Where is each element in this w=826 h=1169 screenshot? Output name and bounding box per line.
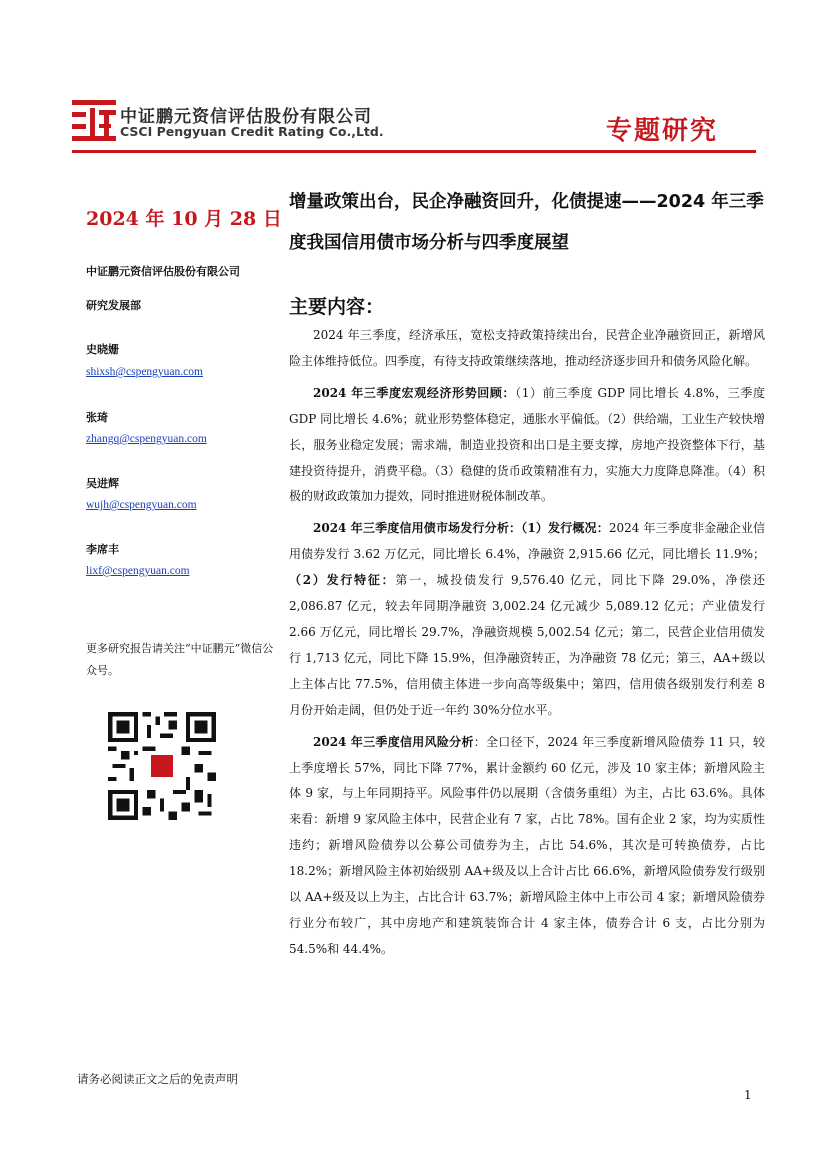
disclaimer-note: 请务必阅读正文之后的免责声明: [77, 1072, 238, 1086]
author-name: 史晓姗: [86, 343, 119, 356]
author-email[interactable]: wujh@cspengyuan.com: [86, 499, 197, 511]
author-name: 张琦: [86, 411, 108, 424]
paragraph: 2024 年三季度信用债市场发行分析：（1）发行概况：2024 年三季度非金融企业信用债券发行 3.62 万亿元，同比增长 6.4%，净融资 2,915.66 亿元，同比增长 11.9%；（2）发行特征：第一，城投债发行 9,576.40 亿元，同比下降 29.0%，净偿还 2,086.87 亿元，较去年同期净融资 3,002.24 亿元减少 5,089.12 亿元；产业债发行 2.66 万亿元，同比增长 29.7%，净融资规模 5,002.54 亿元；第二，民营企业信用债发行 1,713 亿元，同比下降 15.9%，但净融资转正，为净融资 78 亿元；第三，AA+级以上主体占比 77.5%，信用债主体进一步向高等级集中；第四，信用债各级别发行利差 8 月份开始走阔，但仍处于近一年约 30%分位水平。: [289, 521, 765, 717]
author-name: 李席丰: [86, 543, 119, 556]
author-name: 吴进辉: [86, 477, 119, 490]
paragraph: 2024 年三季度宏观经济形势回顾：（1）前三季度 GDP 同比增长 4.8%，三季度 GDP 同比增长 4.6%；就业形势整体稳定，通胀水平偏低。（2）供给端，工业生产较快增长，服务业稳定发展；需求端，制造业投资和出口是主要支撑，房地产投资整体下行，基建投资待提升，消费平稳。（3）稳健的货币政策精准有力，实施大力度降息降准。（4）积极的财政政策加力提效，同时推进财税体制改革。: [289, 385, 765, 504]
company-logo: [72, 100, 116, 142]
company-name-cn: 中证鹏元资信评估股份有限公司: [120, 107, 372, 127]
main-heading: 主要内容：: [289, 296, 385, 318]
page-number: 1: [744, 1088, 752, 1102]
header-divider: [72, 150, 756, 153]
follow-note: 更多研究报告请关注“中证鹏元”微信公众号。: [86, 642, 274, 677]
company-name-en: CSCI Pengyuan Credit Rating Co.,Ltd.: [120, 124, 384, 139]
qr-code[interactable]: [108, 712, 216, 820]
report-date: 2024 年 10 月 28 日: [86, 208, 282, 230]
section-tag: 专题研究: [606, 116, 719, 146]
author-email[interactable]: shixsh@cspengyuan.com: [86, 366, 203, 378]
author-email[interactable]: lixf@cspengyuan.com: [86, 565, 190, 577]
paragraph: 2024 年三季度，经济承压，宽松支持政策持续出台，民营企业净融资回正，新增风险主体维持低位。四季度，有待支持政策继续落地，推动经济逐步回升和债务风险化解。: [289, 328, 765, 368]
author-email[interactable]: zhangq@cspengyuan.com: [86, 433, 207, 445]
report-title: 增量政策出台，民企净融资回升，化债提速——2024 年三季度我国信用债市场分析与四季度展望: [289, 192, 764, 253]
sidebar-org: 中证鹏元资信评估股份有限公司: [86, 265, 240, 278]
sidebar-dept: 研究发展部: [86, 299, 141, 312]
paragraph: 2024 年三季度信用风险分析：全口径下，2024 年三季度新增风险债券 11 只，较上季度增长 57%，同比下降 77%，累计金额约 60 亿元，涉及 10 家主体；新增风险主体 9 家，与上年同期持平。风险事件仍以展期（含债务重组）为主，占比 63.6%。具体来看：新增 9 家风险主体中，民营企业有 7 家，占比 78%。国有企业 2 家，均为实质性违约；新增风险债券以公募公司债券为主，占比 54.6%，其次是可转换债券，占比 18.2%；新增风险主体初始级别 AA+级及以上合计占比 66.6%，新增风险债券发行级别以 AA+级及以上为主，占比合计 63.7%；新增风险主体中上市公司 4 家；新增风险债券行业分布较广，其中房地产和建筑装饰合计 4 家主体，债券合计 6 支，占比分别为 54.5%和 44.4%。: [289, 734, 765, 956]
summary-body: [289, 323, 765, 963]
